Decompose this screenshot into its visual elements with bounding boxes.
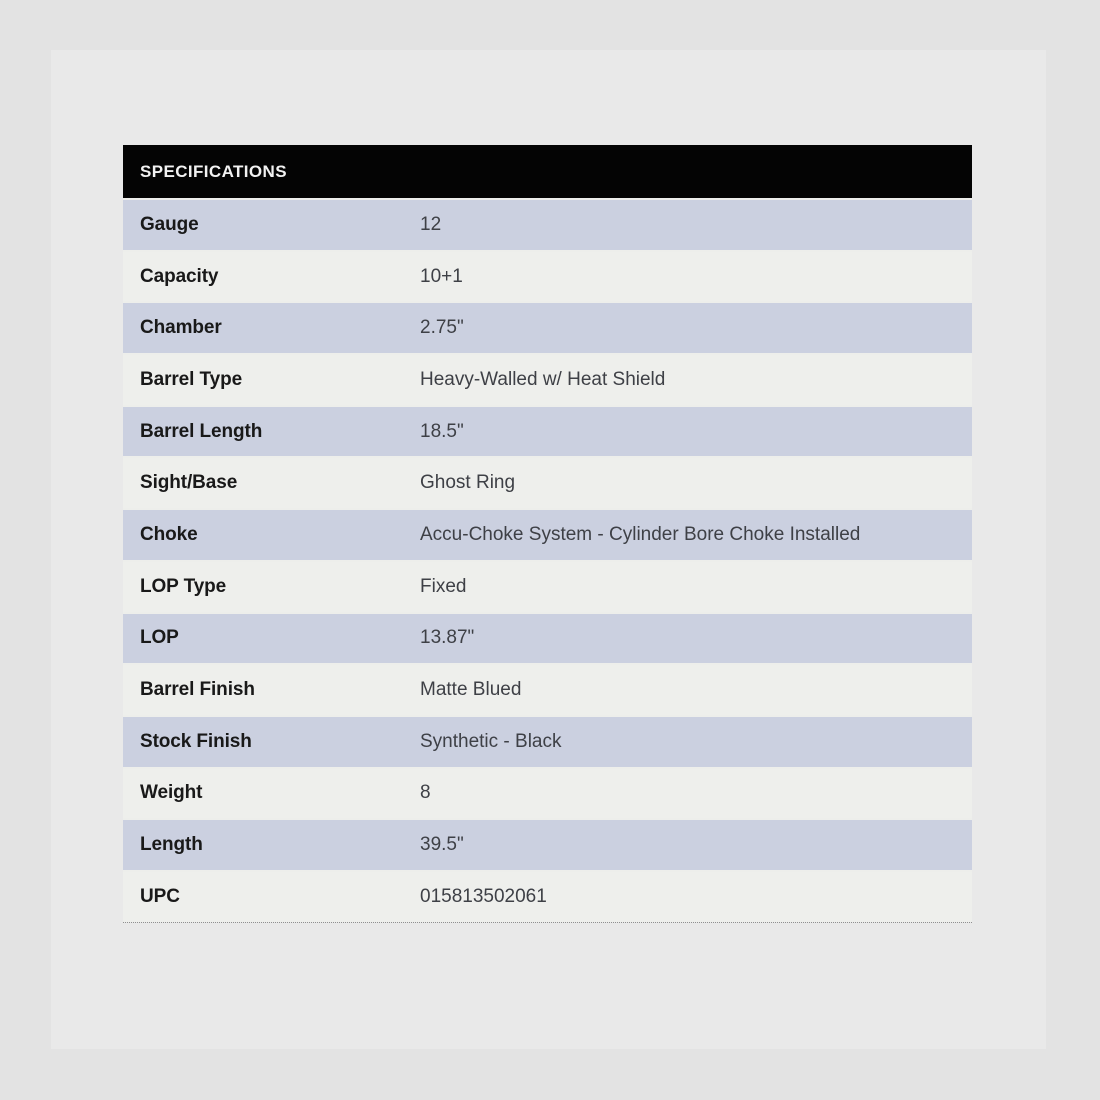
spec-label: Stock Finish [140,730,252,752]
spec-value: 12 [420,213,442,235]
spec-row [123,715,972,767]
spec-value: 13.87" [420,627,475,649]
spec-label: LOP [140,627,179,649]
spec-row [123,456,972,508]
spec-row [123,508,972,560]
spec-label: Length [140,834,203,856]
spec-row [123,353,972,405]
spec-row [123,612,972,664]
spec-value: Accu-Choke System - Cylinder Bore Choke Installed [420,523,861,545]
spec-value: Fixed [420,575,467,597]
specifications-header [123,145,972,198]
spec-row [123,560,972,612]
specifications-title: SPECIFICATIONS [140,161,287,181]
spec-value: 18.5" [420,420,464,442]
bottom-dotted-divider [123,922,972,923]
spec-label: LOP Type [140,575,227,597]
spec-row [123,870,972,922]
spec-row [123,198,972,250]
spec-row [123,818,972,870]
spec-row [123,301,972,353]
spec-value: Synthetic - Black [420,730,562,752]
spec-value: 015813502061 [420,885,547,907]
spec-label: Choke [140,523,198,545]
spec-label: UPC [140,885,180,907]
spec-value: Heavy-Walled w/ Heat Shield [420,368,666,390]
spec-value: Matte Blued [420,679,522,701]
spec-value: 2.75" [420,317,464,339]
spec-row [123,767,972,819]
spec-value: Ghost Ring [420,472,516,494]
spec-label: Barrel Type [140,368,243,390]
spec-label: Sight/Base [140,472,238,494]
spec-label: Gauge [140,213,199,235]
spec-label: Barrel Finish [140,679,255,701]
spec-row [123,405,972,457]
spec-label: Barrel Length [140,420,263,442]
spec-label: Capacity [140,265,219,287]
spec-rows [123,198,972,922]
spec-value: 8 [420,782,431,804]
specifications-table [123,145,972,923]
spec-value: 10+1 [420,265,463,287]
spec-label: Chamber [140,317,222,339]
spec-row [123,250,972,302]
spec-label: Weight [140,782,203,804]
spec-row [123,663,972,715]
spec-value: 39.5" [420,834,464,856]
